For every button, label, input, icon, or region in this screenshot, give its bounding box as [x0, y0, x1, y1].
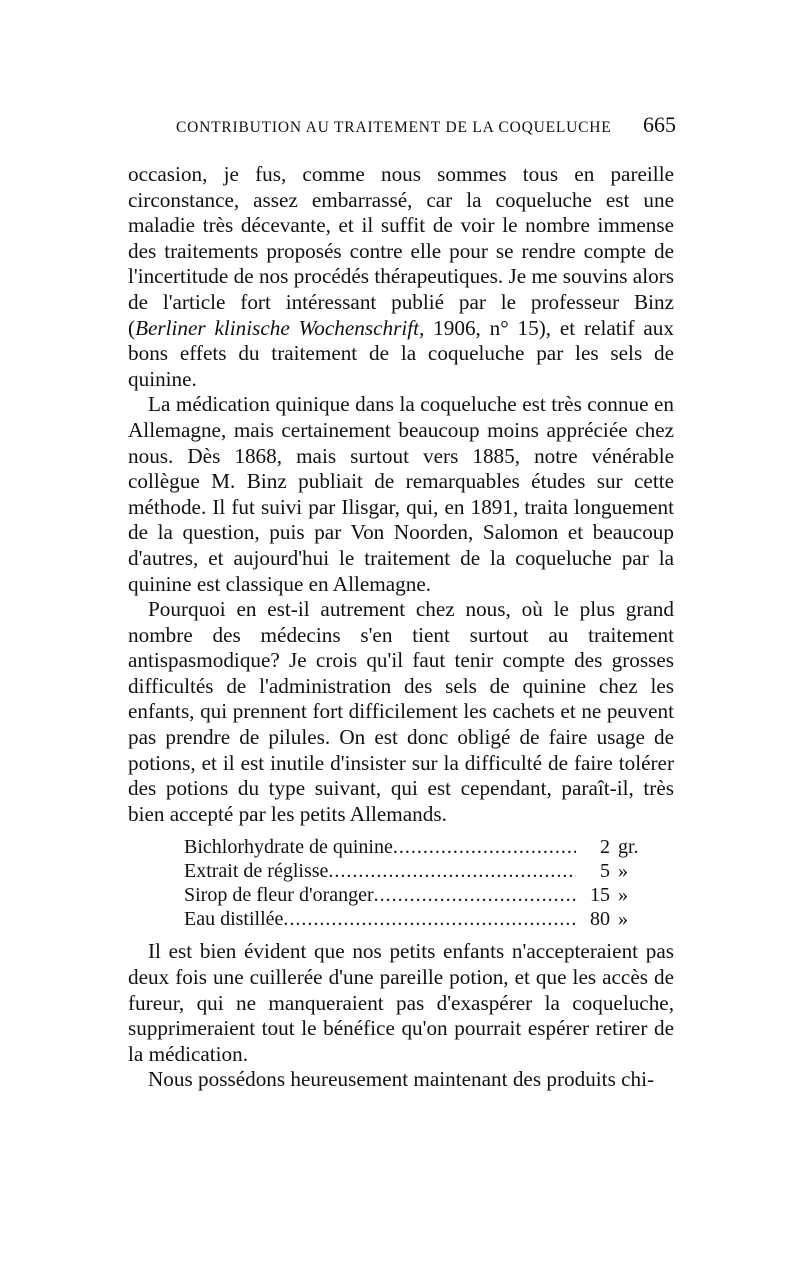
running-header	[128, 112, 674, 138]
formula-row	[184, 835, 654, 859]
journal-title: Berliner klinische Wochenschrift	[135, 315, 420, 340]
leader-dots	[283, 907, 576, 931]
ingredient-quantity: 15	[590, 884, 610, 907]
formula-row	[184, 907, 654, 931]
prescription-formula	[184, 835, 654, 931]
ingredient-unit: »	[618, 908, 628, 931]
leader-dots	[328, 859, 576, 883]
formula-row	[184, 883, 654, 907]
leader-dots	[393, 835, 576, 859]
formula-row	[184, 859, 654, 883]
ingredient-quantity: 2	[600, 836, 610, 859]
ingredient-unit: »	[618, 860, 628, 883]
ingredient-name: Sirop de fleur d'oranger	[184, 884, 374, 907]
ingredient-name: Extrait de réglisse	[184, 860, 329, 883]
paragraph-5: Nous possédons heureusement maintenant des produits chi-	[148, 1067, 655, 1092]
paragraph-1-text-b: , 1906, n° 15), et relatif aux bons effets du traitement de la coqueluche par les sels de quinine.	[128, 315, 674, 391]
ingredient-unit: »	[618, 884, 628, 907]
paragraph-3: Pourquoi en est-il autrement chez nous, où le plus grand nombre des médecins s'en tient surtout au traitement antispasmodique? Je crois qu'il faut tenir compte des grosses difficultés de l'administration des sels de quinine chez les enfants, qui prennent fort difficilement les cachets et ne peuvent pas prendre de pilules. On est donc obligé de faire usage de potions, et il est inutile d'insister sur la difficulté de faire tolérer des potions du type suivant, qui est cependant, paraît-il, très bien accepté par les petits Allemands.	[128, 597, 674, 826]
leader-dots	[374, 883, 576, 907]
paragraph-1-text-a: occasion, je fus, comme nous sommes tous en pareille circonstance, assez embarrassé, car la coqueluche est une maladie très décevante, et il suffit de voir le nombre immense des traitements proposés contre elle pour se rendre compte de l'incertitude de nos procédés thérapeutiques. Je me souvins alors de l'article fort intéressant publié par le professeur Binz (	[128, 162, 674, 340]
running-title: CONTRIBUTION AU TRAITEMENT DE LA COQUELUCHE	[176, 119, 612, 136]
ingredient-unit: gr.	[618, 836, 639, 859]
paragraph-1	[128, 162, 674, 392]
paragraph-2: La médication quinique dans la coqueluche est très connue en Allemagne, mais certainement beaucoup moins appréciée chez nous. Dès 1868, mais surtout vers 1885, notre vénérable collègue M. Binz publiait de remarquables études sur cette méthode. Il fut suivi par Ilisgar, qui, en 1891, traita longuement de la question, puis par Von Noorden, Salomon et beaucoup d'autres, et aujourd'hui le traitement de la coqueluche par la quinine est classique en Allemagne.	[128, 392, 674, 596]
paragraph-4: Il est bien évident que nos petits enfants n'accepteraient pas deux fois une cuillerée d'une pareille potion, et que les accès de fureur, qui ne manqueraient pas d'exaspérer la coqueluche, supprimeraient tout le bénéfice qu'on pourrait espérer retirer de la médication.	[128, 939, 674, 1066]
ingredient-name: Bichlorhydrate de quinine	[184, 836, 393, 859]
document-page	[128, 112, 674, 1093]
ingredient-quantity: 80	[590, 908, 610, 931]
ingredient-quantity: 5	[600, 860, 610, 883]
page-number: 665	[643, 112, 676, 137]
ingredient-name: Eau distillée	[184, 908, 284, 931]
